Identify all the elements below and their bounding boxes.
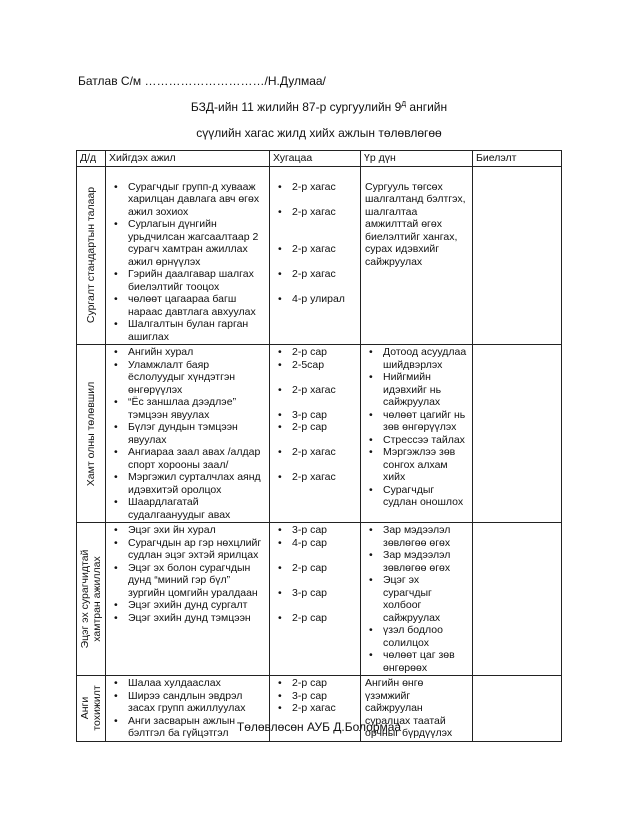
list-item: • Шалгалтын булан гарган ашиглах <box>108 318 267 343</box>
list-item: • 4-р сар <box>272 537 358 550</box>
title-superscript: Д <box>401 101 407 108</box>
list-item: • Сурлагын дүнгийн урьдчилсан жагсаалтаар 2 сурагч хамтран ажиллах ажил өрнүүлэх <box>108 218 267 268</box>
works-cell <box>106 166 270 345</box>
list-item: • Эцэг эх сурагчдыг холбоог сайжруулах <box>363 574 470 624</box>
document-title <box>0 100 638 114</box>
results-cell <box>361 345 473 523</box>
works-cell <box>106 523 270 676</box>
table-row <box>77 523 562 676</box>
approval-line: Батлав С/м …………………………/Н.Дулмаа/ <box>78 74 326 88</box>
times-list <box>272 181 358 306</box>
list-item: • Мэргэжил сурталчлах аянд идэвхитэй оролцох <box>108 471 267 496</box>
list-item: • “Ёс заншлаа дээдлэе” тэмцээн явуулах <box>108 396 267 421</box>
list-item: • Шаардлагатай судалгаануудыг авах <box>108 496 267 521</box>
list-item: • Эцэг эхийн дунд тэмцээн <box>108 612 267 625</box>
results-list <box>363 524 470 674</box>
document-subtitle: сүүлийн хагас жилд хийх ажлын төлөвлөгөө <box>196 126 442 140</box>
section-label-cell <box>77 523 106 676</box>
list-item: • Сурагчдыг групп-д хувааж харилцан давлага авч өгөх ажил зохиох <box>108 181 267 219</box>
list-item: • 2-р сар <box>272 677 358 690</box>
list-item: • Бүлэг дундын тэмцээн явуулах <box>108 421 267 446</box>
table-header-row <box>77 151 562 167</box>
column-header: Биелэлт <box>473 151 562 167</box>
list-item: • Анги засварын ажлын бэлтгэл ба гүйцэтгэл <box>108 715 267 740</box>
times-cell <box>270 345 361 523</box>
list-item: • 3-р сар <box>272 524 358 537</box>
column-header: Хугацаа <box>270 151 361 167</box>
list-item: • Мэргэжлээ зөв сонгох алхам хийх <box>363 446 470 484</box>
times-list <box>272 524 358 624</box>
list-item: • Гэрийн даалгавар шалгах биелэлтийг тооцох <box>108 268 267 293</box>
list-item: • Зар мэдээлэл зөвлөгөө өгөх <box>363 524 470 549</box>
result-text: Ангийн өнгө үзэмжийг сайжруулан суралцах таатай орчныг бүрдүүлэх <box>365 677 453 739</box>
section-label-cell <box>77 166 106 345</box>
works-list <box>108 524 267 624</box>
list-item: • 2-р хагас <box>272 702 358 715</box>
list-item: • 3-р сар <box>272 690 358 703</box>
table-row <box>77 166 562 345</box>
times-list <box>272 346 358 484</box>
list-item: • чөлөөт цагаараа багш нараас давтлага авхуулах <box>108 293 267 318</box>
list-item: • Ангиараа заал авах /алдар спорт хорооны заал/ <box>108 446 267 471</box>
list-item: • Сурагчдын ар гэр нөхцлийг судлан эцэг эхтэй ярилцах <box>108 537 267 562</box>
list-item: • Дотоод асуудлаа шийдвэрлэх <box>363 346 470 371</box>
works-cell <box>106 345 270 523</box>
list-item: • Эцэг эх болон сурагчдын дунд “миний гэр бүл” зургийн цомгийн уралдаан <box>108 562 267 600</box>
table-row <box>77 345 562 523</box>
column-header: Д/д <box>77 151 106 167</box>
list-item: • үзэл бодлоо солилцох <box>363 624 470 649</box>
results-cell <box>361 523 473 676</box>
list-item: • 2-р хагас <box>272 243 358 256</box>
list-item: • 2-5сар <box>272 359 358 372</box>
list-item: • 2-р хагас <box>272 471 358 484</box>
completion-cell <box>473 166 562 345</box>
results-list <box>363 346 470 509</box>
column-header: Хийгдэх ажил <box>106 151 270 167</box>
title-text-end: ангийн <box>406 100 448 114</box>
works-list <box>108 181 267 344</box>
list-item: • Эцэг эхийн дунд сургалт <box>108 599 267 612</box>
list-item: • 2-р хагас <box>272 181 358 194</box>
list-item: • 2-р сар <box>272 562 358 575</box>
section-label: Эцэг эх сурагчидтай хамтран ажиллах <box>79 549 103 649</box>
list-item: • 2-р хагас <box>272 446 358 459</box>
times-cell <box>270 166 361 345</box>
list-item: • 3-р сар <box>272 587 358 600</box>
completion-cell <box>473 523 562 676</box>
planner-signature: Төлөвлөсөн АУБ Д.Болормаа <box>236 720 402 734</box>
list-item: • 2-р хагас <box>272 268 358 281</box>
works-list <box>108 346 267 521</box>
list-item: • 2-р хагас <box>272 206 358 219</box>
list-item: • Зар мэдээлэл зөвлөгөө өгөх <box>363 549 470 574</box>
list-item: • 2-р сар <box>272 346 358 359</box>
times-cell <box>270 523 361 676</box>
list-item: • чөлөөт цагийг нь зөв өнгөрүүлэх <box>363 409 470 434</box>
plan-table <box>76 150 562 742</box>
section-label: Анги тохижилт <box>79 685 103 731</box>
list-item: • 2-р хагас <box>272 384 358 397</box>
list-item: • Ангийн хурал <box>108 346 267 359</box>
list-item: • 3-р сар <box>272 409 358 422</box>
list-item: • Эцэг эхи йн хурал <box>108 524 267 537</box>
list-item: • чөлөөт цаг зөв өнгөрөөх <box>363 649 470 674</box>
results-cell <box>361 166 473 345</box>
list-item: • Уламжлалт баяр ёслолуудыг хүндэтгэн өнгөрүүлэх <box>108 359 267 397</box>
section-label: Сургалт стандартын талаар <box>85 187 97 324</box>
list-item: • Сурагчдыг судлан оношлох <box>363 484 470 509</box>
list-item: • Нийгмийн идэвхийг нь сайжруулах <box>363 371 470 409</box>
list-item: • Стрессээ тайлах <box>363 434 470 447</box>
list-item: • Ширээ сандлын эвдрэл засах групп ажиллуулах <box>108 690 267 715</box>
section-label-cell <box>77 345 106 523</box>
column-header: Үр дүн <box>361 151 473 167</box>
list-item: • 2-р сар <box>272 612 358 625</box>
times-list <box>272 677 358 715</box>
list-item: • 2-р сар <box>272 421 358 434</box>
completion-cell <box>473 345 562 523</box>
list-item: • Шалаа хулдааслах <box>108 677 267 690</box>
title-text: БЗД-ийн 11 жилийн 87-р сургуулийн 9 <box>190 100 402 114</box>
result-text: Сургууль төгсөх шалгалтанд бэлтгэх, шалгалтаа амжилттай өгөх биелэлтийг хангах, сурах идэвхийг сайжруулах <box>365 180 466 268</box>
list-item: • 4-р улирал <box>272 293 358 306</box>
section-label: Хамт олны төлөвшил <box>85 381 97 486</box>
